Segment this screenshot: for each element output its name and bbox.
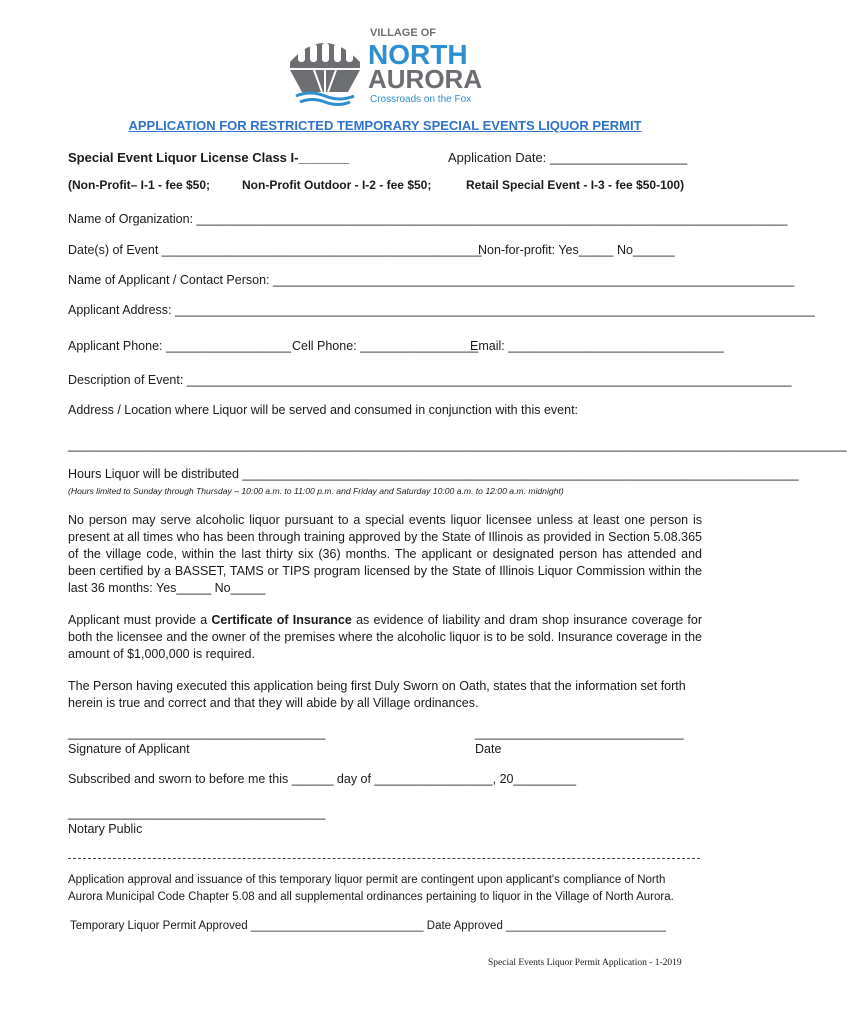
cell-phone-field[interactable]: Cell Phone: _________________ bbox=[292, 339, 479, 353]
fee-nonprofit-outdoor: Non-Profit Outdoor - I-2 - fee $50; bbox=[242, 178, 432, 192]
divider bbox=[68, 858, 700, 859]
applicant-phone-field[interactable]: Applicant Phone: __________________ bbox=[68, 339, 292, 353]
fee-nonprofit: (Non-Profit– I-1 - fee $50; bbox=[68, 178, 211, 192]
license-class-field[interactable]: Special Event Liquor License Class I-_______ bbox=[68, 150, 350, 165]
organization-field[interactable]: Name of Organization: _____________________________________________________________________________________ bbox=[68, 212, 788, 226]
subscribed-field[interactable]: Subscribed and sworn to before me this ______ day of _________________, 20_________ bbox=[68, 772, 577, 786]
signature-line[interactable]: _____________________________________ bbox=[68, 726, 326, 740]
applicant-name-field[interactable]: Name of Applicant / Contact Person: ___________________________________________________________________________ bbox=[68, 273, 795, 287]
logo-line3: AURORA bbox=[368, 64, 483, 94]
date-label: Date bbox=[475, 742, 502, 756]
logo-tagline: Crossroads on the Fox bbox=[370, 94, 472, 105]
nonprofit-yes-no-field[interactable]: Non-for-profit: Yes_____ No______ bbox=[478, 243, 675, 257]
fee-retail: Retail Special Event - I-3 - fee $50-100) bbox=[466, 178, 685, 192]
logo-line1: VILLAGE OF bbox=[370, 27, 436, 39]
location-label: Address / Location where Liquor will be served and consumed in conjunction with this event: bbox=[68, 403, 579, 417]
page-footer: Special Events Liquor Permit Application - 1-2019 bbox=[488, 958, 682, 968]
hours-field[interactable]: Hours Liquor will be distributed ________________________________________________________________________________ bbox=[68, 467, 799, 481]
event-dates-field[interactable]: Date(s) of Event ______________________________________________ bbox=[68, 243, 482, 257]
bridge-emblem bbox=[290, 43, 360, 105]
training-paragraph: No person may serve alcoholic liquor pursuant to a special events liquor licensee unless at least one person is present at all times who has been through training approved by the State of Illinois as provided in Section 5.08.365 of the village code, within the last thirty six (36) months. The applicant or designated person has attended and been certified by a BASSET, TAMS or TIPS program licensed by the State of Illinois Liquor Commission within the last 36 months: Yes_____ No_____ bbox=[68, 513, 702, 595]
application-date-field[interactable]: Application Date: ___________________ bbox=[448, 150, 688, 165]
email-field[interactable]: Email: _______________________________ bbox=[470, 339, 724, 353]
page-title: APPLICATION FOR RESTRICTED TEMPORARY SPECIAL EVENTS LIQUOR PERMIT bbox=[128, 118, 642, 133]
hours-note: (Hours limited to Sunday through Thursday – 10:00 a.m. to 11:00 p.m. and Friday and Saturday 10:00 a.m. to 12:00 a.m. midnight) bbox=[68, 486, 564, 496]
signature-label: Signature of Applicant bbox=[68, 742, 190, 756]
notary-line[interactable]: _____________________________________ bbox=[68, 806, 326, 820]
oath-paragraph: The Person having executed this application being first Duly Sworn on Oath, states that the information set forth herein is true and correct and that they will abide by all Village ordinances. bbox=[68, 679, 686, 710]
insurance-paragraph: Applicant must provide a Certificate of Insurance as evidence of liability and dram shop insurance coverage for both the licensee and the owner of the premises where the alcoholic liquor is to be sold. Insurance coverage in the amount of $1,000,000 is required. bbox=[68, 613, 702, 661]
date-line[interactable]: ______________________________ bbox=[475, 726, 684, 740]
village-logo bbox=[284, 22, 494, 106]
insurance-bold: Certificate of Insurance bbox=[211, 613, 352, 627]
applicant-address-field[interactable]: Applicant Address: ____________________________________________________________________________________________ bbox=[68, 303, 815, 317]
approval-text: Application approval and issuance of this temporary liquor permit are contingent upon applicant's compliance of North Aurora Municipal Code Chapter 5.08 and all supplemental ordinances pertaining to liquor in the Village of North Aurora. bbox=[68, 874, 674, 903]
description-field[interactable]: Description of Event: _______________________________________________________________________________________ bbox=[68, 373, 792, 387]
notary-label: Notary Public bbox=[68, 822, 143, 836]
location-line-field[interactable]: ________________________________________________________________________________________________________________ bbox=[68, 438, 847, 452]
logo-line2: NORTH bbox=[368, 39, 468, 70]
permit-approved-field[interactable]: Temporary Liquor Permit Approved ___________________________ Date Approved _________________________ bbox=[70, 920, 666, 932]
